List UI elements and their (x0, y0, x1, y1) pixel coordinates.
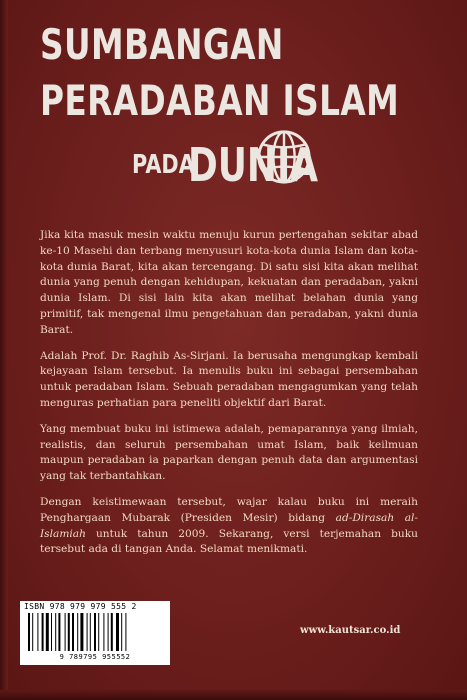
barcode-bar (42, 613, 44, 651)
blurb-text (40, 228, 418, 568)
award-name: ad-Dirasah al-Islamiah (40, 511, 418, 540)
cover-bottom-edge (0, 690, 467, 700)
barcode-bar (77, 613, 78, 651)
barcode-bar (111, 613, 113, 651)
barcode-bar (68, 613, 70, 651)
barcode-digits: 9 789795 955552 (59, 653, 131, 661)
blurb-paragraph: Jika kita masuk mesin waktu menuju kurun pertengahan sekitar abad ke-10 Masehi dan terbang menyusuri kota-kota dunia Islam dan kota-kota dunia Barat, kita akan tercengang. Di satu sisi kita akan melihat dunia yang penuh dengan kehidupan, kekuatan dan peradaban, yakni dunia Islam. Di sisi lain kita akan melihat belahan dunia yang primitif, tak mengenal ilmu pengetahuan dan peradaban, yakni dunia Barat. (40, 229, 418, 336)
barcode-bar (37, 613, 38, 651)
barcode-bar (121, 613, 122, 651)
barcode-bar (125, 613, 126, 651)
blurb-paragraph: Yang membuat buku ini istimewa adalah, pemaparannya yang ilmiah, realistis, dan seluruh persembahan umat Islam, baik keilmuan maupun peradaban ia paparkan dengan penuh data dan argumentasi yang tak terbantahkan. (40, 422, 418, 483)
barcode-bar (90, 613, 91, 651)
barcode-bar (72, 613, 74, 651)
blurb-paragraph: Adalah Prof. Dr. Raghib As-Sirjani. Ia berusaha mengungkap kembali kejayaan Islam tersebut. Ia menulis buku ini sebagai persembahan untuk peradaban Islam. Sebuah peradaban mengagumkan yang telah menguras perhatian para peneliti objektif dari Barat. (40, 349, 418, 409)
barcode-bar (98, 613, 99, 651)
publisher-website[interactable]: www.kautsar.co.id (300, 625, 401, 636)
barcode-bar (116, 613, 119, 651)
title-line-2: PERADABAN ISLAM (40, 76, 400, 125)
globe-icon (255, 128, 313, 186)
barcode-bar (51, 613, 52, 651)
award-text-after: untuk tahun 2009. Sekarang, versi terjemahan buku tersebut ada di tangan Anda. Selamat menikmati. (40, 527, 418, 556)
barcode-bar (103, 613, 104, 651)
barcode-bar (28, 613, 30, 651)
barcode-bars (26, 613, 164, 653)
barcode-bar (32, 613, 33, 651)
barcode-bar (46, 613, 49, 651)
isbn-barcode (20, 601, 170, 665)
barcode-bar (108, 613, 109, 651)
cover-spine-edge (0, 0, 8, 700)
blurb-paragraph-award (40, 495, 418, 558)
award-text-before: Dengan keistimewaan tersebut, wajar kalau buku ini meraih Penghargaan Mubarak (Presiden Mesir) bidang (40, 495, 418, 524)
title-line-1: SUMBANGAN (40, 20, 284, 69)
barcode-bar (65, 613, 66, 651)
barcode-bar (87, 613, 88, 651)
barcode-bar (55, 613, 56, 651)
title-word-dunia: DUNIA (188, 138, 319, 192)
isbn-number: ISBN 978 979 979 555 2 (24, 602, 137, 611)
barcode-bar (58, 613, 60, 651)
barcode-bar (94, 613, 96, 651)
title-word-pada: PADA (132, 150, 195, 180)
barcode-bar (80, 613, 83, 651)
